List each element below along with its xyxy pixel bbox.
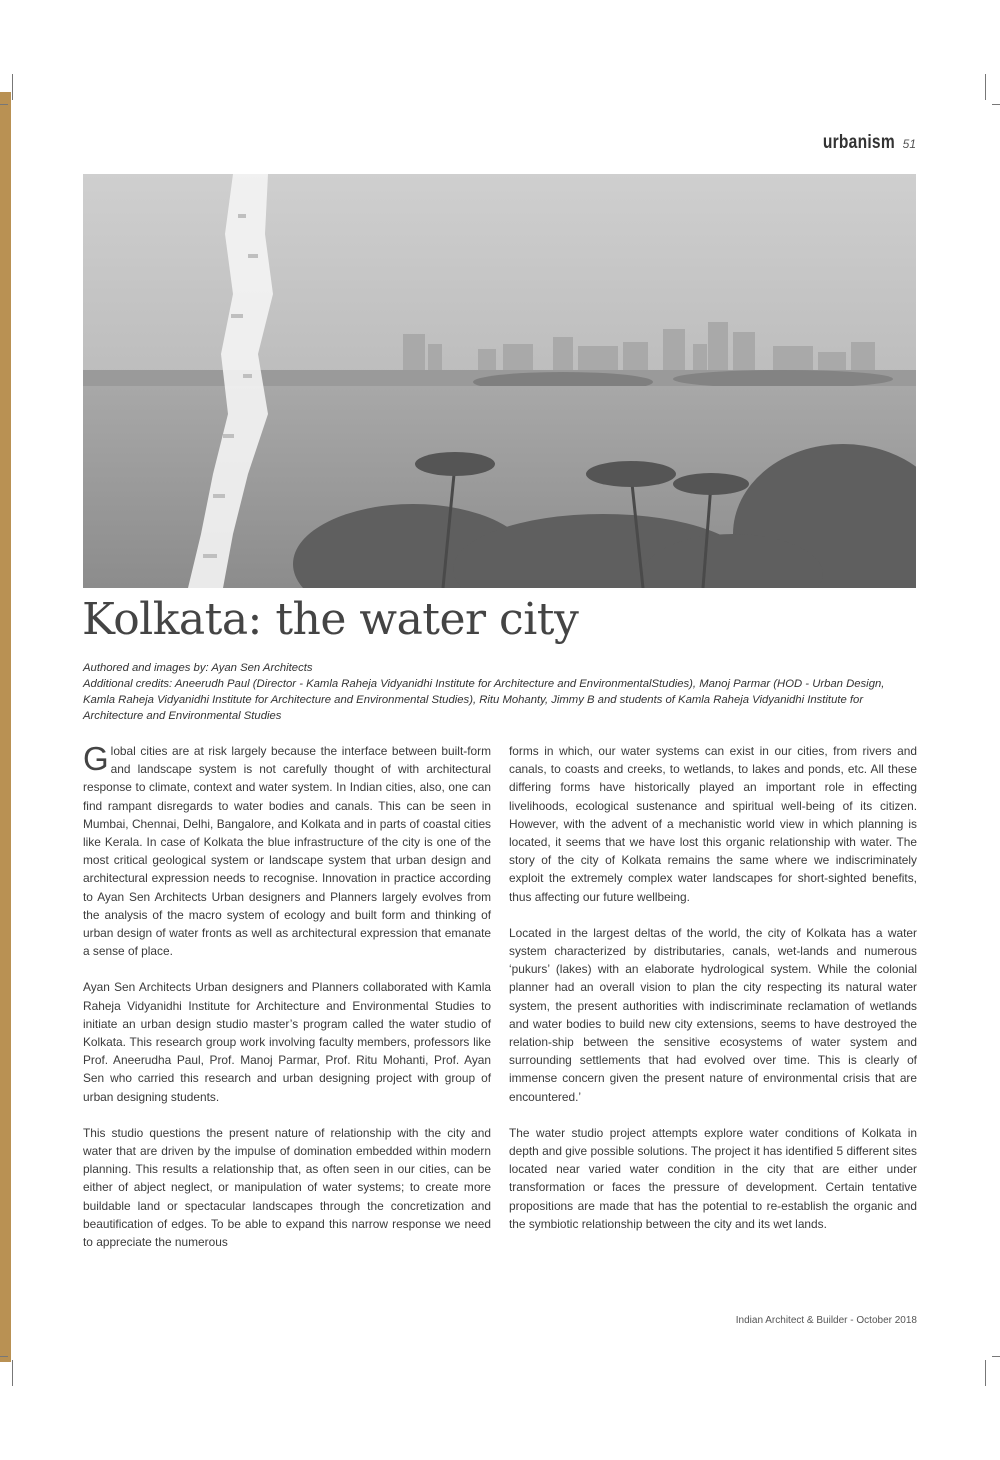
article-credits <box>83 660 918 724</box>
drop-cap: G <box>83 740 109 777</box>
section-label: urbanism <box>822 132 895 153</box>
additional-credits: Additional credits: Aneerudh Paul (Director - Kamla Raheja Vidyanidhi Institute for Architecture and EnvironmentalStudies), Manoj Parmar (HOD - Urban Design, Kamla Raheja Vidyanidhi Institute for Architecture and Environmental Studies), Ritu Mohanty, Jimmy B and students of Kamla Raheja Vidyanidhi Institute for Architecture and Environmental Studies <box>83 678 885 722</box>
article-column-right <box>509 742 917 1251</box>
running-header <box>807 132 916 154</box>
byline: Authored and images by: Ayan Sen Architects <box>83 662 313 674</box>
crop-mark <box>12 1360 13 1386</box>
article-column-left <box>83 742 491 1269</box>
paragraph: This studio questions the present nature of relationship with the city and water that are driven by the impulse of domination embedded within modern planning. This results a relationship that, as often seen in our cities, can be either of abject neglect, or manipulation of water systems; to create more buildable land or spectacular landscapes through the concretization and beautification of edges. To be able to expand this narrow response we need to appreciate the numerous <box>83 1125 491 1250</box>
paragraph-text: lobal cities are at risk largely because the interface between built-form and landscape system is not carefully thought of with architectural response to climate, context and water system. In Indian cities, also, one can find rampant disregards to water bodies and canals. This can be seen in Mumbai, Chennai, Delhi, Bangalore, and Kolkata and in parts of coastal cities like Kerala. In case of Kolkata the blue infrastructure of the city is one of the most critical geological system or landscape system that urban design and architectural expression needs to recognise. Innovation in practice according to Ayan Sen Architects Urban designers and Planners largely evolves from the analysis of the macro system of ecology and built form and thinking of urban design of water fronts as well as architectural expression that emanate a sense of place. <box>83 744 491 959</box>
crop-mark <box>992 104 1000 105</box>
crop-mark <box>0 1356 8 1357</box>
paragraph <box>83 742 491 960</box>
crop-mark <box>985 1360 986 1386</box>
hero-photo <box>83 174 916 588</box>
page-footer: Indian Architect & Builder - October 2018 <box>735 1315 917 1326</box>
crop-mark <box>992 1356 1000 1357</box>
crop-mark <box>0 104 8 105</box>
crop-mark <box>985 74 986 100</box>
paragraph: Ayan Sen Architects Urban designers and Planners collaborated with Kamla Raheja Vidyanidhi Institute for Architecture and Environmental Studies to initiate an urban design studio master’s program called the water studio of Kolkata. This research group work involving faculty members, professors like Prof. Aneerudha Paul, Prof. Manoj Parmar, Prof. Ritu Mohanti, Prof. Ayan Sen who carried this research and urban designing project with group of urban designing students. <box>83 980 491 1104</box>
page-number: 51 <box>902 137 916 151</box>
page-edge-accent-bar <box>0 92 11 1362</box>
paragraph: Located in the largest deltas of the world, the city of Kolkata has a water system characterized by distributaries, canals, wet-lands and numerous ‘pukurs’ (lakes) with an elaborate hydrological system. While the colonial planner had an overall vision to plan the city respecting its natural water system, the present authorities with indiscriminate reclamation of wetlands and water bodies to build new city extensions, seems to have destroyed the relation-ship between the sensitive ecosystems of water system and surrounding settlements that had evolved over time. This is clearly of immense concern given the present nature of environmental crisis that are encountered.’ <box>509 925 917 1104</box>
crop-mark <box>12 74 13 100</box>
paragraph: The water studio project attempts explore water conditions of Kolkata in depth and give possible solutions. The project it has identified 5 different sites located near varied water condition in the city that are either under transformation or faces the pressure of development. Certain tentative propositions are made that has the potential to re-establish the organic and the symbiotic relationship between the city and its wet lands. <box>509 1125 917 1231</box>
kolkata-skyline-lake-photo-icon <box>83 174 916 588</box>
paragraph: forms in which, our water systems can exist in our cities, from rivers and canals, to coasts and creeks, to wetlands, to lakes and ponds, etc. All these differing forms have historically played an important role in effecting livelihoods, ecological sustenance and spiritual well-being of its citizen. However, with the advent of a mechanistic world view in which planning is located, it seems that we have lost this organic relationship with water. The story of the city of Kolkata remains the same where we indiscriminately exploit the extremely complex water landscapes for short-sighted benefits, thus affecting our future wellbeing. <box>509 744 917 904</box>
article-title: Kolkata: the water city <box>82 594 579 645</box>
